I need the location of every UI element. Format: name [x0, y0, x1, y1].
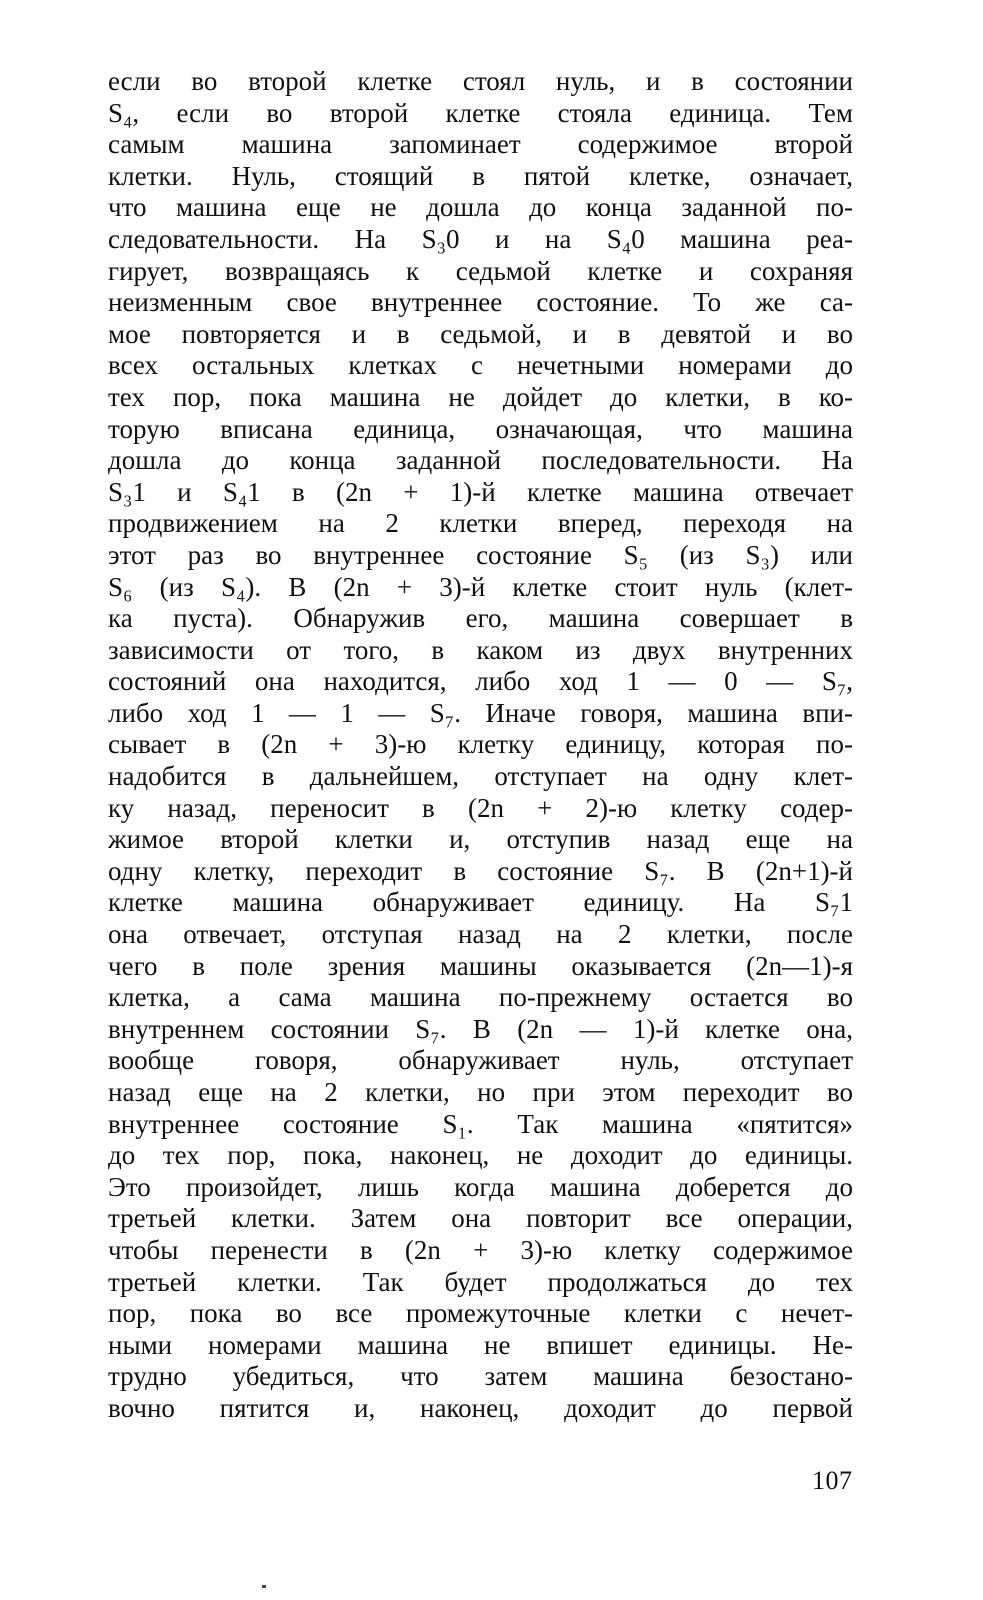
text-line: она отвечает, отступая назад на 2 клетки, после — [108, 919, 853, 950]
text-line: S₄, если во второй клетке стояла единица. Тем — [108, 97, 853, 128]
text-line: самым машина запоминает содержимое второй — [108, 129, 853, 160]
text-line: дошла до конца заданной последовательности. На — [108, 445, 853, 476]
text-line: следовательности. На S₃0 и на S₄0 машина реа- — [108, 223, 853, 254]
page-number: 107 — [812, 1466, 853, 1495]
text-line: внутреннее состояние S₁. Так машина «пятится» — [108, 1108, 853, 1139]
text-line: клетке машина обнаруживает единицу. На S₇1 — [108, 887, 853, 918]
text-line: вообще говоря, обнаруживает нуль, отступает — [108, 1045, 853, 1076]
text-line: надобится в дальнейшем, отступает на одну клет- — [108, 761, 853, 792]
text-line: неизменным свое внутреннее состояние. То же са- — [108, 287, 853, 318]
text-line: чего в поле зрения машины оказывается (2n—1)-я — [108, 950, 853, 981]
text-line: одну клетку, переходит в состояние S₇. В (2n+1)-й — [108, 855, 853, 886]
text-line: состояний она находится, либо ход 1 — 0 — S₇, — [108, 666, 853, 697]
text-line: S₃1 и S₄1 в (2n + 1)-й клетке машина отвечает — [108, 476, 853, 507]
text-line: третьей клетки. Затем она повторит все операции, — [108, 1203, 853, 1234]
text-line: либо ход 1 — 1 — S₇. Иначе говоря, машина впи- — [108, 697, 853, 728]
text-line: пор, пока во все промежуточные клетки с нечет- — [108, 1298, 853, 1329]
text-line: продвижением на 2 клетки вперед, переходя на — [108, 508, 853, 539]
body-text — [108, 66, 853, 1425]
text-line: вочно пятится и, наконец, доходит до первой — [108, 1392, 853, 1423]
text-line: Это произойдет, лишь когда машина доберется до — [108, 1171, 853, 1202]
text-line: всех остальных клетках с нечетными номерами до — [108, 350, 853, 381]
text-line: назад еще на 2 клетки, но при этом переходит во — [108, 1077, 853, 1107]
text-line: чтобы перенести в (2n + 3)-ю клетку содержимое — [108, 1234, 853, 1265]
text-line: если во второй клетке стоял нуль, и в состоянии — [108, 66, 853, 96]
text-line: гирует, возвращаясь к седьмой клетке и сохраняя — [108, 255, 853, 286]
print-speck — [262, 1585, 266, 1588]
text-line: клетка, а сама машина по-прежнему остается во — [108, 982, 853, 1013]
text-line: S₆ (из S₄). В (2n + 3)-й клетке стоит нуль (клет- — [108, 571, 853, 602]
text-line: трудно убедиться, что затем машина безостано- — [108, 1361, 853, 1392]
text-line: что машина еще не дошла до конца заданной по- — [108, 192, 853, 223]
text-line: клетки. Нуль, стоящий в пятой клетке, означает, — [108, 160, 853, 191]
text-line: этот раз во внутреннее состояние S₅ (из S₃) или — [108, 539, 853, 570]
text-line: зависимости от того, в каком из двух внутренних — [108, 634, 853, 665]
text-line: тех пор, пока машина не дойдет до клетки, в ко- — [108, 381, 853, 412]
text-line: мое повторяется и в седьмой, и в девятой и во — [108, 318, 853, 349]
text-line: сывает в (2n + 3)-ю клетку единицу, которая по- — [108, 729, 853, 760]
text-line: ку назад, переносит в (2n + 2)-ю клетку содер- — [108, 792, 853, 823]
text-line: ка пуста). Обнаружив его, машина совершает в — [108, 603, 853, 634]
text-line: торую вписана единица, означающая, что машина — [108, 413, 853, 444]
text-line: внутреннем состоянии S₇. В (2n — 1)-й клетке она, — [108, 1013, 853, 1044]
text-line: третьей клетки. Так будет продолжаться до тех — [108, 1266, 853, 1297]
text-line: до тех пор, пока, наконец, не доходит до единицы. — [108, 1140, 853, 1171]
text-line: жимое второй клетки и, отступив назад еще на — [108, 824, 853, 855]
text-line: ными номерами машина не впишет единицы. Не- — [108, 1329, 853, 1360]
